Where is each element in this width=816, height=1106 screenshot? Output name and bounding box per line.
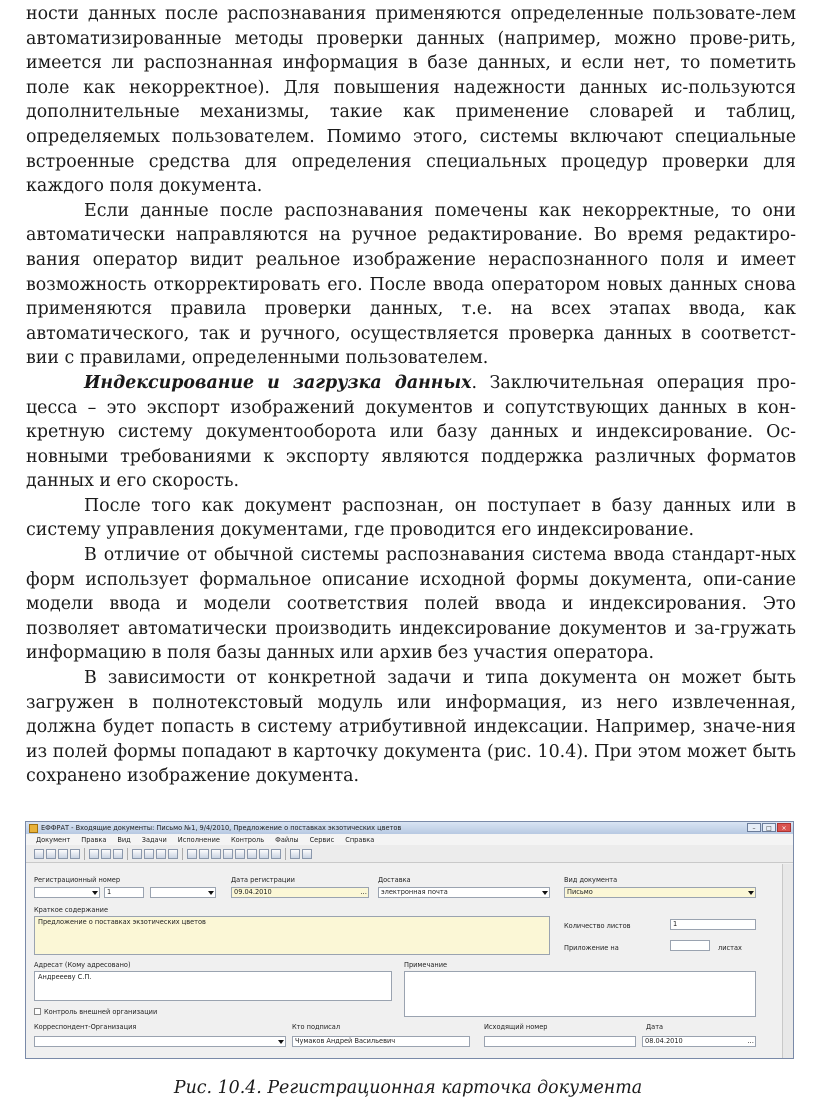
summary-textarea[interactable]: Предложение о поставках экзотических цветов <box>34 916 550 955</box>
doc-type-label: Вид документа <box>564 876 618 884</box>
menu-tasks[interactable]: Задачи <box>141 835 167 844</box>
print-icon[interactable] <box>58 849 68 859</box>
correspondent-select[interactable] <box>34 1036 286 1047</box>
paste-icon[interactable] <box>113 849 123 859</box>
note-label: Примечание <box>404 961 448 969</box>
report-icon[interactable] <box>223 849 233 859</box>
mail-icon[interactable] <box>211 849 221 859</box>
reg-date-value: 09.04.2010 <box>234 888 272 896</box>
menu-view[interactable]: Вид <box>117 835 131 844</box>
route-icon[interactable] <box>156 849 166 859</box>
registration-form <box>26 864 781 1059</box>
window-titlebar <box>26 822 793 834</box>
new-icon[interactable] <box>34 849 44 859</box>
chevron-down-icon <box>91 889 98 896</box>
paragraph-3 <box>26 371 796 494</box>
note-textarea[interactable] <box>404 971 756 1017</box>
calendar-icon[interactable] <box>259 849 269 859</box>
paragraph-3-text: . Заключительная операция про-цесса – это экспорт изображений документов и сопутствующих данных в кон-кретную систему документооборота или базу данных и индексирование. Ос-новными требованиями к экспорту являются поддержка различных форматов данных и его скорость. <box>26 372 796 492</box>
image-icon[interactable] <box>199 849 209 859</box>
list-icon[interactable] <box>302 849 312 859</box>
date-value: 08.04.2010 <box>645 1037 683 1045</box>
menu-bar <box>26 834 793 845</box>
toolbar <box>26 845 793 863</box>
paragraph-5: В отличие от обычной системы распознавания система ввода стандарт-ных форм использует формальное описание исходной формы документа, опи-сание модели ввода и модели соответствия полей ввода и индексирования. Это позволяет автоматически производить индексирование документов и за-гружать информацию в поля базы данных или архив без участия оператора. <box>26 545 796 664</box>
app-icon <box>29 824 38 833</box>
external-org-checkbox[interactable] <box>34 1008 41 1015</box>
menu-document[interactable]: Документ <box>36 835 71 844</box>
sheets-label: Количество листов <box>564 922 631 930</box>
save-icon[interactable] <box>46 849 56 859</box>
reg-number-label: Регистрационный номер <box>34 876 121 884</box>
addressee-label: Адресат (Кому адресовано) <box>34 961 131 969</box>
reg-number-suffix-select[interactable] <box>150 887 216 898</box>
attachment-unit: листах <box>718 944 742 952</box>
menu-edit[interactable]: Правка <box>81 835 107 844</box>
date-field[interactable] <box>642 1036 756 1047</box>
external-org-label: Контроль внешней организации <box>44 1008 158 1016</box>
delete-icon[interactable] <box>70 849 80 859</box>
task-icon[interactable] <box>247 849 257 859</box>
chevron-down-icon <box>207 889 214 896</box>
outgoing-label: Исходящий номер <box>484 1023 548 1031</box>
maximize-button[interactable]: □ <box>762 823 776 832</box>
chevron-down-icon <box>747 889 754 896</box>
menu-service[interactable]: Сервис <box>309 835 335 844</box>
reg-date-label: Дата регистрации <box>231 876 295 884</box>
attachment-field[interactable] <box>670 940 710 951</box>
cut-icon[interactable] <box>89 849 99 859</box>
correspondent-label: Корреспондент-Организация <box>34 1023 137 1031</box>
menu-execution[interactable]: Исполнение <box>177 835 220 844</box>
reg-number-field[interactable]: 1 <box>104 887 144 898</box>
link-icon[interactable] <box>168 849 178 859</box>
menu-help[interactable]: Справка <box>345 835 375 844</box>
history-icon[interactable] <box>235 849 245 859</box>
menu-files[interactable]: Файлы <box>275 835 299 844</box>
send-icon[interactable] <box>144 849 154 859</box>
chevron-down-icon <box>541 889 548 896</box>
scan-icon[interactable] <box>187 849 197 859</box>
delivery-select[interactable] <box>378 887 550 898</box>
doc-type-select[interactable] <box>564 887 756 898</box>
attachment-label: Приложение на <box>564 944 619 952</box>
paragraph-4: После того как документ распознан, он поступает в базу данных или в систему управления документами, где проводится его индексирование. <box>26 495 796 541</box>
chevron-down-icon <box>277 1038 284 1045</box>
minimize-button[interactable]: – <box>747 823 761 832</box>
delivery-value: электронная почта <box>381 888 448 896</box>
sheets-field[interactable]: 1 <box>670 919 756 930</box>
settings-icon[interactable] <box>290 849 300 859</box>
paragraph-2: Если данные после распознавания помечены как некорректные, то они автоматически направляются на ручное редактирование. Во время редактиро-вания оператор видит реальное изображение нераспознанного поля и имеет возможность откорректировать его. После ввода оператором новых данных снова применяются правила проверки данных, т.е. на всех этапах ввода, как автоматического, так и ручного, осуществляется проверка данных в соответст-вии с правилами, определенными пользователем. <box>26 200 796 369</box>
summary-label: Краткое содержание <box>34 906 109 914</box>
menu-control[interactable]: Контроль <box>230 835 265 844</box>
copy-icon[interactable] <box>101 849 111 859</box>
search-icon[interactable] <box>271 849 281 859</box>
outgoing-field[interactable] <box>484 1036 636 1047</box>
delivery-label: Доставка <box>378 876 411 884</box>
vertical-scrollbar[interactable] <box>782 864 793 1059</box>
addressee-textarea[interactable]: Андреееву С.П. <box>34 971 392 1001</box>
reg-number-prefix-select[interactable] <box>34 887 100 898</box>
paragraph-6: В зависимости от конкретной задачи и типа документа он может быть загружен в полнотекстовый модуль или информация, из него извлеченная, должна будет попасть в систему атрибутивной индексации. Например, значе-ния из полей формы попадают в карточку документа (рис. 10.4). При этом может быть сохранено изображение документа. <box>26 668 796 787</box>
date-picker-icon[interactable]: ... <box>747 1037 754 1045</box>
figure-caption: Рис. 10.4. Регистрационная карточка документа <box>173 1078 643 1098</box>
paragraph-1: ности данных после распознавания применяются определенные пользовате-лем автоматизированные методы проверки данных (например, можно прове-рить, имеется ли распознанная информация в базе данных, и если нет, то пометить поле как некорректное). Для повышения надежности данных ис-пользуются дополнительные механизмы, такие как применение словарей и таблиц, определяемых пользователем. Помимо этого, системы включают специальные встроенные средства для определения специальных процедур проверки для каждого поля документа. <box>26 4 796 197</box>
signed-label: Кто подписал <box>292 1023 341 1031</box>
date-picker-icon[interactable]: ... <box>360 888 367 896</box>
doc-type-value: Письмо <box>567 888 593 896</box>
attach-icon[interactable] <box>132 849 142 859</box>
registration-card-screenshot <box>25 821 794 1059</box>
body-text <box>26 2 796 789</box>
reg-date-field[interactable] <box>231 887 369 898</box>
section-heading: Индексирование и загрузка данных <box>84 372 472 393</box>
date-label: Дата <box>646 1023 664 1031</box>
close-button[interactable]: × <box>777 823 791 832</box>
signed-field[interactable]: Чумаков Андрей Васильевич <box>292 1036 470 1047</box>
window-title: ЕФФРАТ - Входящие документы: Письмо №1, 9/4/2010, Предложение о поставках экзотических цветов <box>41 824 402 832</box>
